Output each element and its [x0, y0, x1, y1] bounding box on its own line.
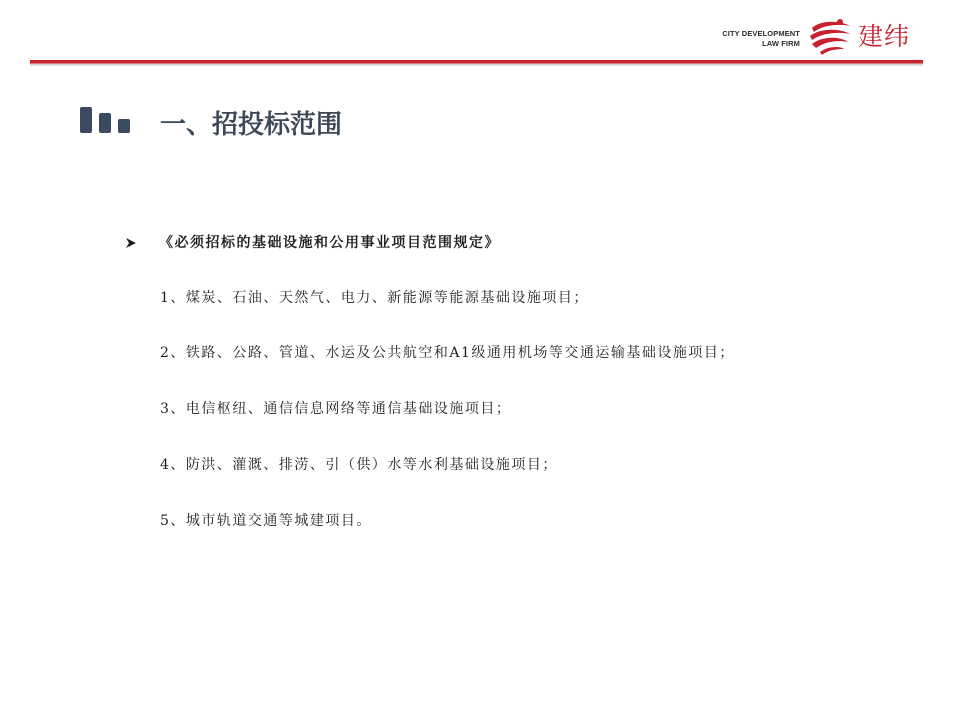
- regulation-heading: [125, 232, 500, 254]
- brand-en-line1: CITY DEVELOPMENT: [722, 29, 800, 38]
- section-title: 一、招投标范围: [160, 110, 343, 140]
- list-item: 4、防洪、灌溉、排涝、引（供）水等水利基础设施项目；: [160, 457, 558, 473]
- brand-chinese-name: 建纬: [858, 22, 911, 51]
- brand-english-name: [722, 29, 800, 49]
- header-divider: [30, 60, 923, 66]
- list-item: 2、铁路、公路、管道、水运及公共航空和A1级通用机场等交通运输基础设施项目；: [160, 345, 735, 361]
- slide-header: [0, 0, 960, 70]
- bar-chart-icon: [80, 107, 132, 133]
- regulation-title: 《必须招标的基础设施和公用事业项目范围规定》: [159, 235, 500, 251]
- swirl-logo-icon: [806, 16, 854, 58]
- list-item: 3、电信枢纽、通信信息网络等通信基础设施项目；: [160, 401, 512, 417]
- list-item: 1、煤炭、石油、天然气、电力、新能源等能源基础设施项目；: [160, 290, 589, 306]
- arrow-bullet-icon: [125, 237, 137, 249]
- brand-en-line2: LAW FIRM: [762, 39, 800, 48]
- list-item: 5、城市轨道交通等城建项目。: [160, 513, 372, 529]
